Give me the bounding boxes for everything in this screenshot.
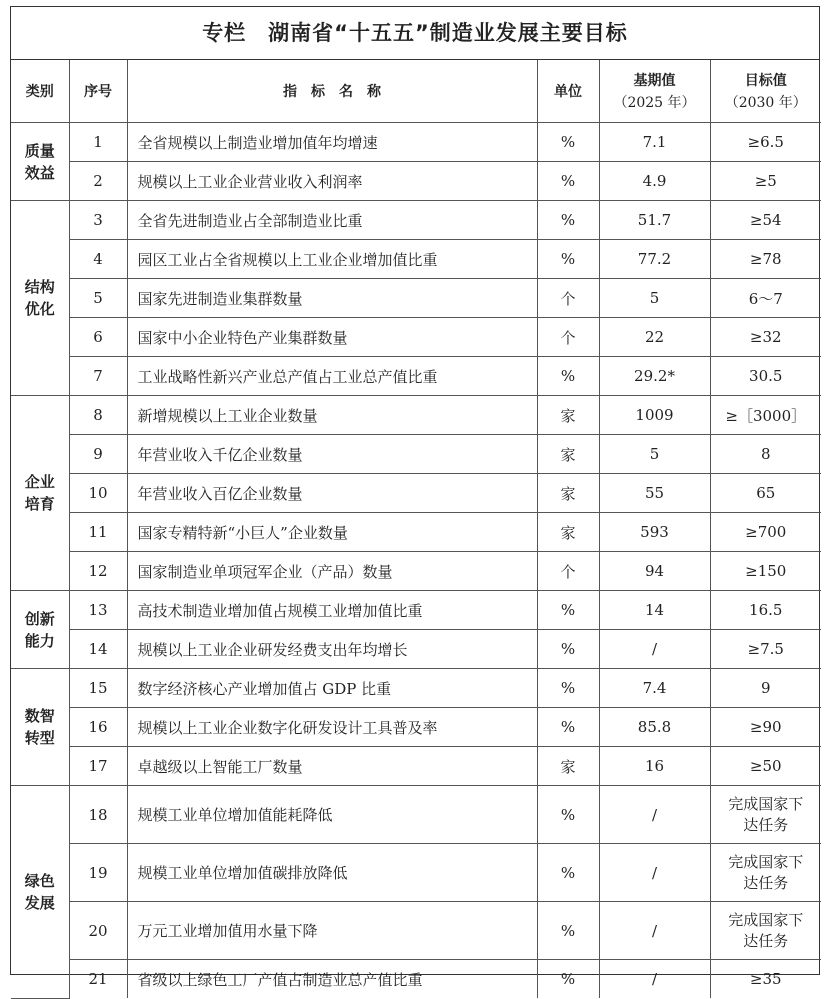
target-value-cell: 9 bbox=[710, 669, 821, 708]
target-value-cell: ≥90 bbox=[710, 708, 821, 747]
index-cell: 3 bbox=[69, 201, 127, 240]
header-base-label: 基期值 bbox=[633, 73, 676, 89]
indicator-name-cell: 数字经济核心产业增加值占 GDP 比重 bbox=[127, 669, 537, 708]
unit-cell: % bbox=[537, 708, 599, 747]
header-base bbox=[599, 60, 710, 123]
unit-cell: 家 bbox=[537, 747, 599, 786]
indicator-name-cell: 卓越级以上智能工厂数量 bbox=[127, 747, 537, 786]
category-label: 创新能力 bbox=[24, 609, 55, 650]
header-target-year: （2030 年） bbox=[724, 95, 807, 111]
indicator-name-cell: 国家制造业单项冠军企业（产品）数量 bbox=[127, 552, 537, 591]
header-index: 序号 bbox=[69, 60, 127, 123]
unit-cell: % bbox=[537, 669, 599, 708]
base-value-cell: / bbox=[599, 630, 710, 669]
base-value-cell: 1009 bbox=[599, 396, 710, 435]
indicator-name-cell: 国家专精特新“小巨人”企业数量 bbox=[127, 513, 537, 552]
category-cell bbox=[11, 396, 69, 591]
index-cell: 11 bbox=[69, 513, 127, 552]
index-cell: 16 bbox=[69, 708, 127, 747]
base-value-cell: / bbox=[599, 786, 710, 844]
indicator-name-cell: 规模以上工业企业研发经费支出年均增长 bbox=[127, 630, 537, 669]
indicator-name-cell: 年营业收入千亿企业数量 bbox=[127, 435, 537, 474]
indicator-name-cell: 高技术制造业增加值占规模工业增加值比重 bbox=[127, 591, 537, 630]
base-value-cell: 85.8 bbox=[599, 708, 710, 747]
unit-cell: % bbox=[537, 960, 599, 999]
table-row bbox=[11, 513, 821, 552]
unit-cell: 家 bbox=[537, 474, 599, 513]
table-row bbox=[11, 123, 821, 162]
unit-cell: 家 bbox=[537, 396, 599, 435]
category-cell bbox=[11, 201, 69, 396]
base-value-cell: 77.2 bbox=[599, 240, 710, 279]
target-value-cell: ≥［3000］ bbox=[710, 396, 821, 435]
base-value-cell: 51.7 bbox=[599, 201, 710, 240]
target-value-cell: 完成国家下达任务 bbox=[710, 786, 821, 844]
indicator-name-cell: 规模以上工业企业数字化研发设计工具普及率 bbox=[127, 708, 537, 747]
unit-cell: % bbox=[537, 240, 599, 279]
indicator-name-cell: 规模工业单位增加值能耗降低 bbox=[127, 786, 537, 844]
unit-cell: % bbox=[537, 786, 599, 844]
header-category: 类别 bbox=[11, 60, 69, 123]
table-row bbox=[11, 357, 821, 396]
indicator-name-cell: 园区工业占全省规模以上工业企业增加值比重 bbox=[127, 240, 537, 279]
indicator-name-cell: 全省先进制造业占全部制造业比重 bbox=[127, 201, 537, 240]
header-name: 指 标 名 称 bbox=[127, 60, 537, 123]
base-value-cell: 22 bbox=[599, 318, 710, 357]
index-cell: 1 bbox=[69, 123, 127, 162]
table-header-row bbox=[11, 60, 821, 123]
category-label: 企业培育 bbox=[24, 473, 55, 513]
category-cell bbox=[11, 786, 69, 999]
target-table-panel bbox=[10, 6, 820, 989]
indicator-name-cell: 工业战略性新兴产业总产值占工业总产值比重 bbox=[127, 357, 537, 396]
category-label: 绿色发展 bbox=[24, 871, 55, 912]
index-cell: 15 bbox=[69, 669, 127, 708]
target-value-cell: 65 bbox=[710, 474, 821, 513]
index-cell: 12 bbox=[69, 552, 127, 591]
table-title: 专栏 湖南省“十五五”制造业发展主要目标 bbox=[11, 7, 819, 60]
target-value-cell: 8 bbox=[710, 435, 821, 474]
table-row bbox=[11, 240, 821, 279]
unit-cell: 个 bbox=[537, 318, 599, 357]
base-value-cell: 94 bbox=[599, 552, 710, 591]
unit-cell: % bbox=[537, 591, 599, 630]
base-value-cell: 16 bbox=[599, 747, 710, 786]
index-cell: 4 bbox=[69, 240, 127, 279]
table-row bbox=[11, 960, 821, 999]
table-row bbox=[11, 474, 821, 513]
unit-cell: % bbox=[537, 201, 599, 240]
index-cell: 21 bbox=[69, 960, 127, 999]
table-row bbox=[11, 591, 821, 630]
index-cell: 18 bbox=[69, 786, 127, 844]
category-cell bbox=[11, 669, 69, 786]
base-value-cell: 4.9 bbox=[599, 162, 710, 201]
indicator-name-cell: 省级以上绿色工厂产值占制造业总产值比重 bbox=[127, 960, 537, 999]
unit-cell: % bbox=[537, 630, 599, 669]
category-cell bbox=[11, 123, 69, 201]
index-cell: 2 bbox=[69, 162, 127, 201]
indicator-name-cell: 年营业收入百亿企业数量 bbox=[127, 474, 537, 513]
target-value-cell: ≥7.5 bbox=[710, 630, 821, 669]
target-value-cell: 30.5 bbox=[710, 357, 821, 396]
unit-cell: % bbox=[537, 844, 599, 902]
table-row bbox=[11, 786, 821, 844]
indicator-name-cell: 规模工业单位增加值碳排放降低 bbox=[127, 844, 537, 902]
target-value-cell: ≥32 bbox=[710, 318, 821, 357]
indicator-name-cell: 全省规模以上制造业增加值年均增速 bbox=[127, 123, 537, 162]
category-label: 数智转型 bbox=[24, 707, 55, 747]
base-value-cell: 7.4 bbox=[599, 669, 710, 708]
target-value-cell: ≥5 bbox=[710, 162, 821, 201]
target-value-cell: ≥150 bbox=[710, 552, 821, 591]
target-value-cell: 16.5 bbox=[710, 591, 821, 630]
table-row bbox=[11, 902, 821, 960]
index-cell: 20 bbox=[69, 902, 127, 960]
header-target-label: 目标值 bbox=[744, 73, 787, 89]
header-base-year: （2025 年） bbox=[613, 95, 696, 111]
unit-cell: % bbox=[537, 902, 599, 960]
unit-cell: 家 bbox=[537, 435, 599, 474]
category-label: 结构优化 bbox=[24, 278, 55, 318]
table-row bbox=[11, 630, 821, 669]
category-label: 质量效益 bbox=[24, 141, 55, 182]
unit-cell: % bbox=[537, 123, 599, 162]
table-row bbox=[11, 747, 821, 786]
category-cell bbox=[11, 591, 69, 669]
base-value-cell: / bbox=[599, 960, 710, 999]
table-row bbox=[11, 279, 821, 318]
target-value-cell: 6～7 bbox=[710, 279, 821, 318]
table-row bbox=[11, 708, 821, 747]
target-value-cell: 完成国家下达任务 bbox=[710, 902, 821, 960]
index-cell: 13 bbox=[69, 591, 127, 630]
table-row bbox=[11, 669, 821, 708]
table-row bbox=[11, 396, 821, 435]
table-row bbox=[11, 844, 821, 902]
base-value-cell: 55 bbox=[599, 474, 710, 513]
base-value-cell: 593 bbox=[599, 513, 710, 552]
unit-cell: % bbox=[537, 162, 599, 201]
unit-cell: % bbox=[537, 357, 599, 396]
index-cell: 19 bbox=[69, 844, 127, 902]
unit-cell: 家 bbox=[537, 513, 599, 552]
table-row bbox=[11, 201, 821, 240]
indicator-name-cell: 规模以上工业企业营业收入利润率 bbox=[127, 162, 537, 201]
table-row bbox=[11, 552, 821, 591]
table-row bbox=[11, 318, 821, 357]
indicator-name-cell: 新增规模以上工业企业数量 bbox=[127, 396, 537, 435]
target-value-cell: 完成国家下达任务 bbox=[710, 844, 821, 902]
indicator-name-cell: 国家中小企业特色产业集群数量 bbox=[127, 318, 537, 357]
target-value-cell: ≥35 bbox=[710, 960, 821, 999]
unit-cell: 个 bbox=[537, 552, 599, 591]
base-value-cell: 5 bbox=[599, 435, 710, 474]
targets-table bbox=[11, 60, 821, 999]
target-value-cell: ≥78 bbox=[710, 240, 821, 279]
index-cell: 17 bbox=[69, 747, 127, 786]
index-cell: 8 bbox=[69, 396, 127, 435]
indicator-name-cell: 万元工业增加值用水量下降 bbox=[127, 902, 537, 960]
base-value-cell: 14 bbox=[599, 591, 710, 630]
index-cell: 6 bbox=[69, 318, 127, 357]
base-value-cell: / bbox=[599, 844, 710, 902]
index-cell: 9 bbox=[69, 435, 127, 474]
index-cell: 10 bbox=[69, 474, 127, 513]
table-body bbox=[11, 123, 821, 999]
index-cell: 5 bbox=[69, 279, 127, 318]
header-unit: 单位 bbox=[537, 60, 599, 123]
index-cell: 7 bbox=[69, 357, 127, 396]
header-target bbox=[710, 60, 821, 123]
base-value-cell: 29.2* bbox=[599, 357, 710, 396]
index-cell: 14 bbox=[69, 630, 127, 669]
target-value-cell: ≥700 bbox=[710, 513, 821, 552]
base-value-cell: 7.1 bbox=[599, 123, 710, 162]
base-value-cell: 5 bbox=[599, 279, 710, 318]
base-value-cell: / bbox=[599, 902, 710, 960]
indicator-name-cell: 国家先进制造业集群数量 bbox=[127, 279, 537, 318]
target-value-cell: ≥6.5 bbox=[710, 123, 821, 162]
unit-cell: 个 bbox=[537, 279, 599, 318]
target-value-cell: ≥50 bbox=[710, 747, 821, 786]
target-value-cell: ≥54 bbox=[710, 201, 821, 240]
table-row bbox=[11, 435, 821, 474]
table-row bbox=[11, 162, 821, 201]
